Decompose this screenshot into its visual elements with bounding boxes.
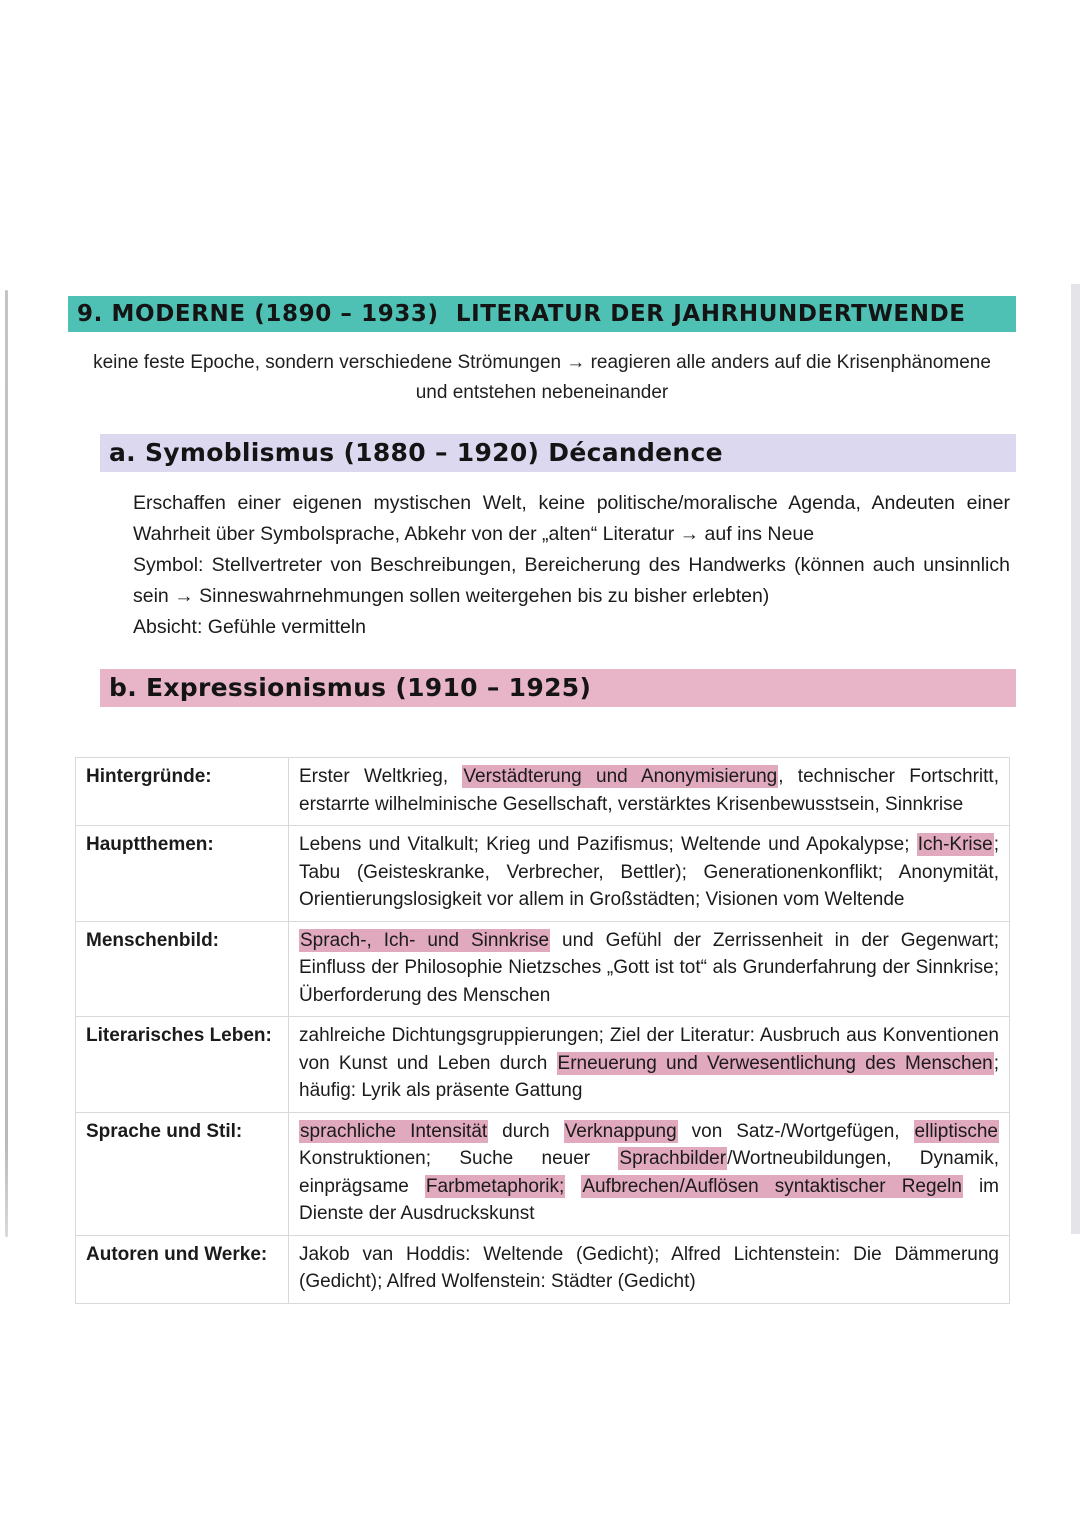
intro-line-1: keine feste Epoche, sondern verschiedene Strömungen → reagieren alle anders auf die Krisenphänomene bbox=[93, 352, 991, 373]
row-label: Hintergründe: bbox=[76, 758, 289, 826]
text-segment: Erster Weltkrieg, bbox=[299, 766, 463, 787]
highlighted-text: Verstädterung und Anonymisierung bbox=[463, 766, 778, 787]
scan-edge-strip bbox=[1071, 284, 1080, 1234]
table-row bbox=[76, 1235, 1010, 1303]
highlighted-text: Ich-Krise bbox=[917, 834, 993, 855]
text-segment: Konstruktionen; Suche neuer bbox=[299, 1148, 619, 1169]
intro-line-2: und entstehen nebeneinander bbox=[415, 382, 669, 403]
scan-edge-line bbox=[5, 290, 8, 1237]
text-segment: Jakob van Hoddis: Weltende (Gedicht); Alfred Lichtenstein: Die Dämmerung (Gedicht); Alfred Wolfenstein: Städter (Gedicht) bbox=[299, 1243, 999, 1292]
table-row bbox=[76, 921, 1010, 1017]
text-segment: zahlreiche Dichtungsgruppierungen; Ziel der Literatur: Ausbruch aus Konventionen von Kunst und Leben durch bbox=[299, 1025, 999, 1074]
section-a-paragraph: Absicht: Gefühle vermitteln bbox=[133, 616, 367, 638]
section-a-heading: a. Symoblismus (1880 – 1920) Décandence bbox=[100, 434, 1016, 472]
section-a-paragraph: Symbol: Stellvertreter von Beschreibungen, Bereicherung des Handwerks (können auch unsinnlich sein → Sinneswahrnehmungen sollen weitergehen bis zu bisher erlebten) bbox=[133, 554, 1010, 607]
section-a-paragraph: Erschaffen einer eigenen mystischen Welt, keine politische/moralische Agenda, Andeuten einer Wahrheit über Symbolsprache, Abkehr von der „alten“ Literatur → auf ins Neue bbox=[133, 492, 1010, 545]
highlighted-text: sprachliche Intensität bbox=[300, 1120, 488, 1142]
row-content bbox=[289, 758, 1010, 826]
highlighted-text: Aufbrechen/Auflösen syntaktischer Regeln bbox=[582, 1175, 962, 1197]
highlighted-text: Sprach-, Ich- und Sinnkrise bbox=[300, 929, 550, 951]
text-segment: von Satz-/Wortgefügen, bbox=[677, 1120, 914, 1142]
row-content bbox=[289, 1112, 1010, 1235]
section-b-heading: b. Expressionismus (1910 – 1925) bbox=[100, 669, 1016, 707]
spacer bbox=[68, 707, 1016, 757]
text-segment: , technischer Fortschritt, erstarrte wilhelminische Gesellschaft, verstärktes Krisenbewusstsein, Sinnkrise bbox=[299, 766, 999, 815]
row-label: Hauptthemen: bbox=[76, 826, 289, 922]
row-label: Sprache und Stil: bbox=[76, 1112, 289, 1235]
section-a-body bbox=[133, 488, 1010, 643]
text-segment: und Gefühl der Zerrissenheit in der Gegenwart; Einfluss der Philosophie Nietzsches „Gott ist tot“ als Grunderfahrung der Sinnkrise; Überforderung des Menschen bbox=[299, 929, 999, 1006]
row-label: Autoren und Werke: bbox=[76, 1235, 289, 1303]
text-segment: ; Tabu (Geisteskranke, Verbrecher, Bettler); Generationenkonflikt; Anonymität, Orientierungslosigkeit vor allem in Großstädten; Visionen vom Weltende bbox=[299, 834, 999, 910]
row-content bbox=[289, 921, 1010, 1017]
intro-text bbox=[68, 348, 1016, 408]
text-segment: /Wortneubildungen, Dynamik, einprägsame bbox=[299, 1148, 999, 1197]
row-label: Menschenbild: bbox=[76, 921, 289, 1017]
text-segment bbox=[565, 1176, 581, 1197]
table-row bbox=[76, 758, 1010, 826]
highlighted-text: Verknappung bbox=[564, 1120, 677, 1142]
table-row bbox=[76, 826, 1010, 922]
highlighted-text: Erneuerung und Verwesentlichung des Menschen bbox=[557, 1052, 993, 1074]
row-content bbox=[289, 1235, 1010, 1303]
text-segment: Lebens und Vitalkult; Krieg und Pazifismus; Weltende und Apokalypse; bbox=[299, 834, 917, 855]
highlighted-text: Farbmetaphorik; bbox=[425, 1175, 565, 1197]
row-content bbox=[289, 1017, 1010, 1113]
row-label: Literarisches Leben: bbox=[76, 1017, 289, 1113]
text-segment: im Dienste der Ausdruckskunst bbox=[299, 1175, 1000, 1224]
row-content bbox=[289, 826, 1010, 922]
highlighted-text: Sprachbilder bbox=[619, 1148, 727, 1169]
main-title: 9. MODERNE (1890 – 1933) LITERATUR DER JAHRHUNDERTWENDE bbox=[68, 296, 1016, 332]
page-content bbox=[68, 296, 1016, 1304]
text-segment: durch bbox=[488, 1120, 564, 1142]
highlighted-text: elliptische bbox=[914, 1120, 998, 1142]
table-row bbox=[76, 1017, 1010, 1113]
table-row bbox=[76, 1112, 1010, 1235]
expressionismus-table bbox=[75, 757, 1010, 1304]
text-segment: ; häufig: Lyrik als präsente Gattung bbox=[299, 1052, 999, 1101]
